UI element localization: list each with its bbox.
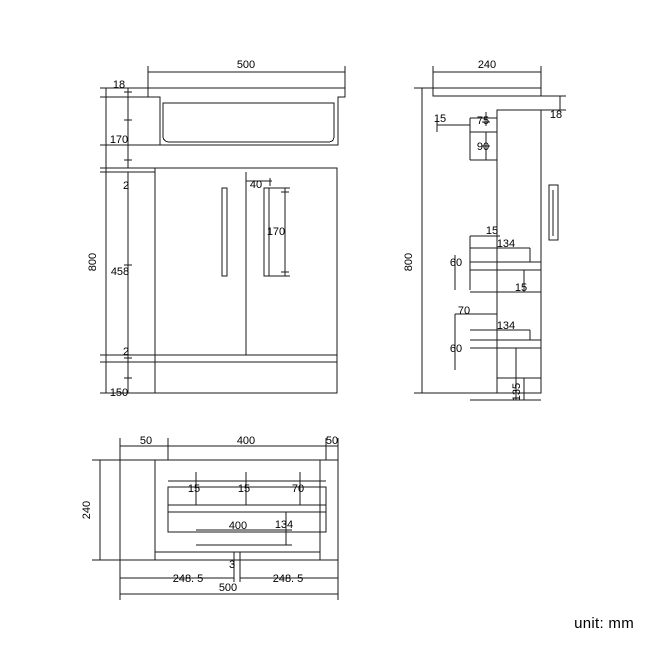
side-top-thickness-dimension — [541, 96, 566, 110]
dim-front-basin-depth: 170 — [109, 134, 129, 146]
dim-side-upper-block-h: 75 — [476, 115, 490, 127]
dim-front-handle-offset: 40 — [249, 179, 263, 191]
dim-side-shelf-a-left: 15 — [485, 225, 499, 237]
dim-side-left-inset: 15 — [433, 113, 447, 125]
top-plan-view — [120, 460, 338, 568]
dim-plan-inner-b: 15 — [237, 483, 251, 495]
dim-plan-overall-width: 500 — [218, 582, 238, 594]
dim-plan-inner-c: 70 — [291, 483, 305, 495]
dim-side-shelf-a-v: 60 — [449, 257, 463, 269]
dim-front-plinth: 150 — [109, 387, 129, 399]
dim-front-gap-top: 2 — [122, 180, 130, 192]
dim-side-base-height: 135 — [511, 382, 523, 402]
dim-side-shelf-a-width: 134 — [496, 238, 516, 250]
dim-front-basin-lip: 18 — [112, 79, 126, 91]
dim-front-overall-height: 800 — [87, 252, 99, 272]
dim-plan-inner-width: 400 — [228, 520, 248, 532]
dim-side-shelf-b-v: 60 — [449, 343, 463, 355]
dim-plan-inner-a: 15 — [187, 483, 201, 495]
dim-side-upper-block-h2: 90 — [476, 141, 490, 153]
plan-top-dimensions — [120, 438, 338, 460]
dim-plan-side-margin-left: 50 — [139, 435, 153, 447]
dim-side-shelf-b-left: 70 — [457, 305, 471, 317]
front-elevation-view — [148, 88, 345, 393]
unit-note: unit: mm — [574, 615, 634, 632]
dim-front-handle-length: 170 — [266, 226, 286, 238]
plan-depth-dimension — [92, 460, 120, 560]
dim-front-gap-bottom: 2 — [122, 346, 130, 358]
dim-side-shelf-a-v2: 15 — [514, 282, 528, 294]
dim-plan-overall-depth: 240 — [81, 500, 93, 520]
dim-side-overall-depth: 240 — [477, 59, 497, 71]
dim-side-shelf-b-width: 134 — [496, 320, 516, 332]
dim-plan-gap-centre: 3 — [228, 559, 236, 571]
dim-plan-centre-width: 400 — [236, 435, 256, 447]
dim-plan-half-right: 248. 5 — [272, 573, 304, 585]
dim-side-top-edge: 18 — [549, 109, 563, 121]
dim-front-overall-width: 500 — [236, 59, 256, 71]
dim-front-door-height: 458 — [110, 266, 130, 278]
dim-side-overall-height: 800 — [403, 252, 415, 272]
dim-plan-inner-depth: 134 — [274, 519, 294, 531]
dim-plan-side-margin-right: 50 — [325, 435, 339, 447]
dim-plan-half-left: 248. 5 — [172, 573, 204, 585]
